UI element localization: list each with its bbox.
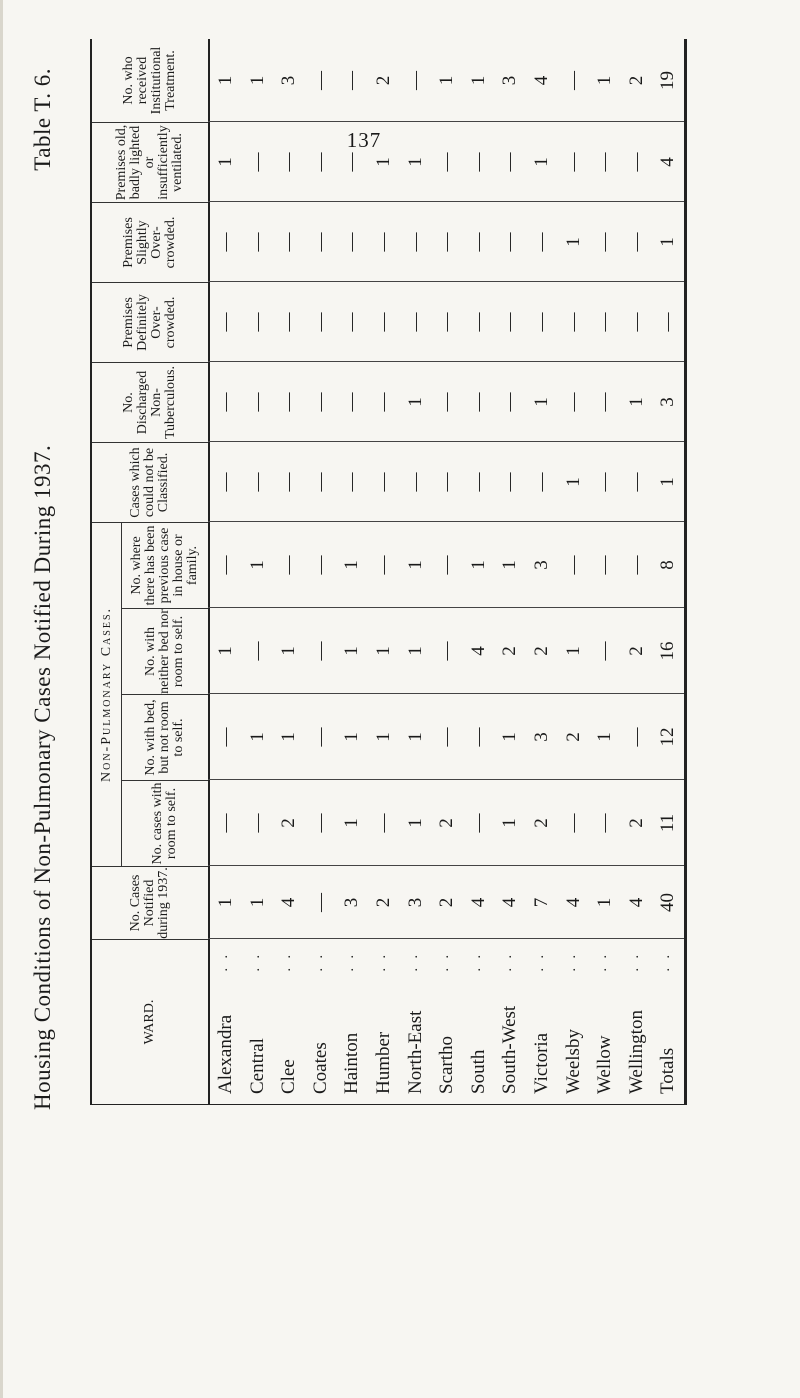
table-cell: 1 <box>404 397 426 407</box>
table-cell: 4 <box>531 75 552 86</box>
leader-dots: . . <box>405 952 421 972</box>
table-cell: — <box>341 71 363 90</box>
table-cell: — <box>467 472 489 492</box>
table-cell: — <box>499 232 521 252</box>
ward-name: Central <box>246 1038 268 1094</box>
table-cell: — <box>562 555 584 575</box>
table-cell: — <box>625 232 647 252</box>
table-cell: 3 <box>404 897 426 908</box>
table-cell: — <box>309 641 331 661</box>
table-cell: — <box>309 71 331 90</box>
header-institutional-treatment: No. who received Institutional Treatment. <box>121 46 178 115</box>
table-cell: — <box>467 727 489 747</box>
leader-dots: . . <box>279 952 295 972</box>
table-cell: — <box>215 727 236 747</box>
table-cell: — <box>436 641 458 661</box>
table-cell: — <box>467 312 489 332</box>
table-cell: — <box>499 312 521 332</box>
ward-name: Clee <box>278 1059 300 1094</box>
table-cell: 1 <box>625 397 647 407</box>
ward-name: Wellington <box>625 1010 647 1094</box>
header-previous-case: No. where there has been previous case in house or family. <box>122 522 208 608</box>
table-cell: 1 <box>657 477 679 487</box>
table-cell: — <box>594 152 616 172</box>
table-cell: — <box>436 472 458 492</box>
leader-dots: . . <box>437 952 453 972</box>
table-cell: — <box>278 312 300 332</box>
table-cell: 3 <box>531 732 552 742</box>
table-cell: — <box>215 472 236 492</box>
table-cell: 1 <box>467 560 489 570</box>
table-cell: — <box>309 555 331 575</box>
table-cell: — <box>278 392 300 412</box>
table-cell: 3 <box>531 560 552 570</box>
table-cell: — <box>309 232 331 252</box>
leader-dots: . . <box>310 952 326 972</box>
table-cell: 1 <box>404 560 426 570</box>
table-cell: — <box>625 555 647 575</box>
table-cell: — <box>625 312 647 332</box>
header-discharged-non-tuberculous: No. Discharged Non-Tuberculous. <box>92 362 208 442</box>
table-cell: — <box>562 152 584 172</box>
table-cell: 1 <box>499 732 521 742</box>
table-cell: — <box>373 312 394 332</box>
table-cell: 40 <box>657 893 679 912</box>
header-slightly-overcrowded: Premises Slightly Over-crowded. <box>92 202 208 282</box>
table-cell: 1 <box>278 732 300 742</box>
table-cell: 1 <box>562 237 584 247</box>
ward-name: Weelsby <box>562 1029 584 1094</box>
table-cell: 7 <box>531 897 552 908</box>
leader-dots: . . <box>500 952 516 972</box>
table-cell: 8 <box>657 560 679 570</box>
table-cell: — <box>657 312 679 332</box>
table-cell: 1 <box>373 157 394 167</box>
table-cell: — <box>373 555 394 575</box>
leader-dots: . . <box>342 952 358 972</box>
table-cell: 2 <box>625 75 647 86</box>
table-cell: — <box>625 472 647 492</box>
table-cell: — <box>404 71 426 90</box>
leader-dots: . . <box>626 952 642 972</box>
table-cell: 1 <box>215 157 236 167</box>
table-cell: — <box>404 312 426 332</box>
table-cell: — <box>309 893 331 912</box>
table-cell: — <box>499 152 521 172</box>
table-cell: — <box>215 813 236 833</box>
table-cell: — <box>531 472 552 492</box>
table-cell: — <box>246 813 268 833</box>
table-cell: — <box>246 392 268 412</box>
table-cell: — <box>309 392 331 412</box>
ward-name: South <box>467 1049 489 1094</box>
table-cell: — <box>246 152 268 172</box>
table-cell: — <box>373 813 394 833</box>
table-cell: 1 <box>594 732 616 742</box>
table-cell: — <box>562 392 584 412</box>
table-cell: — <box>562 71 584 90</box>
table-cell: 1 <box>246 75 268 86</box>
table-cell: — <box>373 232 394 252</box>
table-cell: 2 <box>499 646 521 656</box>
table-cell: 16 <box>657 641 679 661</box>
table-cell: — <box>309 312 331 332</box>
table-cell: — <box>278 152 300 172</box>
table-cell: 2 <box>436 818 458 828</box>
table-cell: 3 <box>278 75 300 86</box>
ward-name: North-East <box>404 1010 426 1094</box>
table-cell: — <box>309 152 331 172</box>
leader-dots: . . <box>563 952 579 972</box>
table-cell: 1 <box>467 75 489 86</box>
header-definitely-overcrowded: Premises Definitely Over-crowded. <box>92 282 208 362</box>
table-cell: — <box>404 232 426 252</box>
table-cell: — <box>373 472 394 492</box>
table-cell: — <box>467 152 489 172</box>
table-cell: — <box>531 312 552 332</box>
table-cell: — <box>594 813 616 833</box>
table-cell: 4 <box>657 157 679 167</box>
table-cell: — <box>278 232 300 252</box>
housing-conditions-table <box>90 39 687 1105</box>
table-cell: — <box>278 555 300 575</box>
table-cell: — <box>309 727 331 747</box>
table-cell: — <box>215 555 236 575</box>
table-cell: 1 <box>562 477 584 487</box>
table-cell: — <box>594 232 616 252</box>
header-ward: WARD. <box>92 939 208 1104</box>
table-cell: — <box>594 392 616 412</box>
leader-dots: . . <box>374 952 389 972</box>
table-cell: — <box>341 152 363 172</box>
table-cell: 1 <box>373 732 394 742</box>
table-cell: 1 <box>246 897 268 908</box>
table-cell: — <box>467 392 489 412</box>
ward-name: South-West <box>499 1005 521 1094</box>
table-cell: — <box>246 232 268 252</box>
table-cell: — <box>246 641 268 661</box>
table-cell: — <box>246 312 268 332</box>
table-cell: 1 <box>278 646 300 656</box>
table-cell: — <box>594 641 616 661</box>
table-cell: 4 <box>499 897 521 908</box>
table-cell: — <box>467 813 489 833</box>
table-cell: — <box>404 472 426 492</box>
ward-name: Victoria <box>531 1032 552 1094</box>
table-cell: — <box>499 472 521 492</box>
table-cell: 4 <box>278 897 300 908</box>
table-number: Table T. 6. <box>30 68 55 171</box>
table-cell: — <box>594 555 616 575</box>
table-cell: 3 <box>657 397 679 407</box>
table-cell: 1 <box>499 818 521 828</box>
table-cell: — <box>436 727 458 747</box>
table-cell: — <box>499 392 521 412</box>
leader-dots: . . <box>595 952 611 972</box>
table-cell: 1 <box>594 75 616 86</box>
page-number: 137 <box>346 128 382 152</box>
header-bed-not-room: No. with bed, but not room to self. <box>122 694 208 780</box>
table-cell: 1 <box>404 157 426 167</box>
table-cell: 1 <box>341 560 363 570</box>
table-cell: 1 <box>215 897 236 908</box>
table-cell: — <box>341 392 363 412</box>
table-cell: — <box>562 813 584 833</box>
table-cell: 2 <box>625 646 647 656</box>
table-cell: 2 <box>625 818 647 828</box>
table-cell: 11 <box>657 813 679 833</box>
table-cell: 3 <box>499 75 521 86</box>
table-cell: — <box>436 555 458 575</box>
table-cell: — <box>215 392 236 412</box>
table-cell: 1 <box>436 75 458 86</box>
table-cell: 1 <box>404 732 426 742</box>
table-cell: 4 <box>562 897 584 908</box>
table-cell: — <box>436 152 458 172</box>
ward-name: Hainton <box>341 1032 363 1094</box>
table-cell: — <box>436 392 458 412</box>
table-cell: 2 <box>373 75 394 86</box>
table-cell: 2 <box>531 646 552 656</box>
table-cell: — <box>215 312 236 332</box>
table-cell: 1 <box>341 732 363 742</box>
table-cell: — <box>625 727 647 747</box>
table-cell: — <box>436 312 458 332</box>
table-cell: 1 <box>531 397 552 407</box>
table-cell: — <box>309 813 331 833</box>
ward-name: Alexandra <box>215 1014 236 1094</box>
ward-name-cell <box>648 944 688 1094</box>
table-cell: 3 <box>341 897 363 908</box>
table-cell: 4 <box>625 897 647 908</box>
table-cell: — <box>341 312 363 332</box>
ward-name: Coates <box>309 1042 331 1094</box>
leader-dots: . . <box>658 952 674 972</box>
table-cell: — <box>215 232 236 252</box>
table-cell: — <box>625 152 647 172</box>
table-cell: 1 <box>246 560 268 570</box>
table-cell: 2 <box>278 818 300 828</box>
table-title: Housing Conditions of Non-Pulmonary Cases Notified During 1937. <box>30 444 55 1110</box>
ward-name: Humber <box>373 1031 394 1094</box>
ward-name: Wellow <box>594 1035 616 1094</box>
table-cell: — <box>246 472 268 492</box>
header-group-non-pulmonary: Non-Pulmonary Cases. <box>92 522 122 866</box>
table-cell: 2 <box>373 897 394 908</box>
leader-dots: . . <box>216 952 231 972</box>
table-cell: 1 <box>531 157 552 167</box>
table-cell: 4 <box>467 897 489 908</box>
table-cell: — <box>467 232 489 252</box>
table-cell: 2 <box>531 818 552 828</box>
leader-dots: . . <box>247 952 263 972</box>
leader-dots: . . <box>468 952 484 972</box>
header-neither-bed-nor-room: No. with neither bed nor room to self. <box>122 608 208 694</box>
header-not-classified: Cases which could not be Classified. <box>92 442 208 522</box>
table-cell: 1 <box>499 560 521 570</box>
table-cell: 1 <box>594 897 616 908</box>
table-cell: — <box>436 232 458 252</box>
table-cell: 1 <box>215 646 236 656</box>
table-cell: — <box>309 472 331 492</box>
table-cell: — <box>531 232 552 252</box>
table-cell: 2 <box>436 897 458 908</box>
table-cell: 1 <box>341 646 363 656</box>
table-cell: 1 <box>657 237 679 247</box>
table-cell: — <box>594 312 616 332</box>
header-old-badly-lighted: Premises old, badly lighted or insufficiently ventilated. <box>92 122 208 202</box>
table-cell: 1 <box>404 818 426 828</box>
table-cell: 12 <box>657 727 679 747</box>
ward-name: Totals <box>657 1047 679 1094</box>
table-cell: — <box>594 472 616 492</box>
table-cell: — <box>341 232 363 252</box>
table-cell: — <box>341 472 363 492</box>
table-cell: 1 <box>562 646 584 656</box>
table-cell: 1 <box>373 646 394 656</box>
header-cases-notified: No. Cases Notified during 1937. <box>92 866 208 939</box>
table-cell: — <box>278 472 300 492</box>
table-cell: — <box>562 312 584 332</box>
table-cell: 1 <box>246 732 268 742</box>
table-cell: 4 <box>467 646 489 656</box>
table-cell: 1 <box>215 75 236 86</box>
ward-name: Scartho <box>436 1035 458 1094</box>
table-cell: 19 <box>657 71 679 90</box>
header-room-to-self: No. cases with room to self. <box>122 780 208 866</box>
table-cell: 1 <box>341 818 363 828</box>
table-cell: 2 <box>562 732 584 742</box>
leader-dots: . . <box>532 952 547 972</box>
table-cell: — <box>373 392 394 412</box>
table-cell: 1 <box>404 646 426 656</box>
